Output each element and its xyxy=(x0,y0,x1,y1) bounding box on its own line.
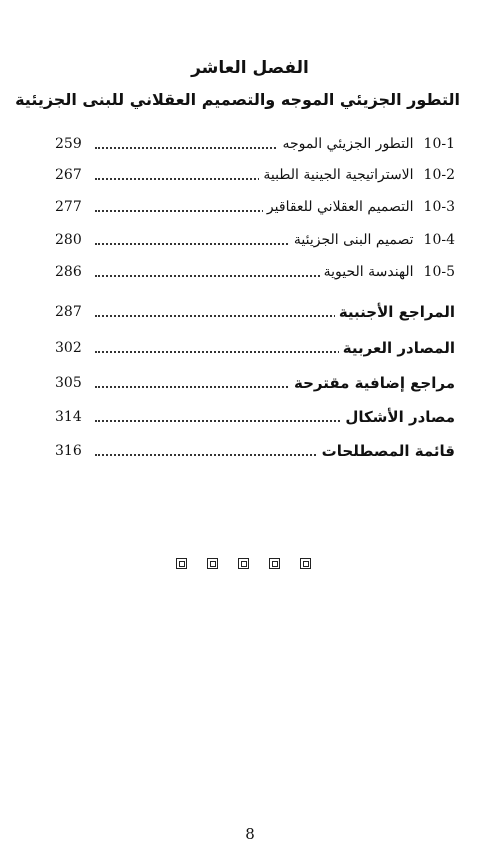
ornament-icon xyxy=(207,558,218,569)
toc-entry-10-5 xyxy=(55,260,455,284)
toc-label: تصميم البنى الجزيئية xyxy=(293,232,414,248)
ornament-icon xyxy=(176,558,187,569)
toc-entry-arabic-sources xyxy=(55,336,455,360)
toc-section-number: 10-2 xyxy=(423,167,455,183)
toc-entry-10-1 xyxy=(55,132,455,156)
toc-entry-additional-references xyxy=(55,371,455,395)
toc-label: المراجع الأجنبية xyxy=(335,300,455,324)
toc-label: الهندسة الحيوية xyxy=(323,264,414,280)
section-divider-ornaments xyxy=(176,558,316,574)
toc-label: المصادر العربية xyxy=(339,336,455,360)
toc-page: 259 xyxy=(55,136,82,152)
toc-page: 305 xyxy=(55,375,82,391)
toc-label: الاستراتيجية الجينية الطبية xyxy=(263,167,414,183)
toc-page: 277 xyxy=(55,199,82,215)
toc-section-number: 10-4 xyxy=(423,232,455,248)
toc-section-number: 10-5 xyxy=(423,264,455,280)
ornament-icon xyxy=(269,558,280,569)
chapter-label: الفصل العاشر xyxy=(191,58,309,78)
toc-label: مراجع إضافية مقترحة xyxy=(290,371,455,395)
toc-label: التطور الجزيئي الموجه xyxy=(282,136,414,152)
toc-entry-figure-sources xyxy=(55,405,455,429)
toc-page: 302 xyxy=(55,340,82,356)
toc-entry-glossary xyxy=(55,439,455,463)
toc-page: 287 xyxy=(55,304,82,320)
toc-entry-10-2 xyxy=(55,163,455,187)
ornament-icon xyxy=(300,558,311,569)
toc-entry-10-3 xyxy=(55,195,455,219)
toc-label: قائمة المصطلحات xyxy=(318,439,455,463)
toc-entry-foreign-references xyxy=(55,300,455,324)
toc-section-number: 10-1 xyxy=(423,136,455,152)
toc-page: 267 xyxy=(55,167,82,183)
chapter-title: التطور الجزيئي الموجه والتصميم العقلاني للبنى الجزيئية xyxy=(15,90,460,109)
toc-page: 286 xyxy=(55,264,82,280)
toc-section-number: 10-3 xyxy=(423,199,455,215)
toc-page: 316 xyxy=(55,443,82,459)
toc-label: التصميم العقلاني للعقاقير xyxy=(266,199,414,215)
ornament-icon xyxy=(238,558,249,569)
toc-page: 314 xyxy=(55,409,82,425)
toc-page: 280 xyxy=(55,232,82,248)
toc-label: مصادر الأشكال xyxy=(341,405,455,429)
toc-entry-10-4 xyxy=(55,228,455,252)
page-number: 8 xyxy=(245,825,255,843)
